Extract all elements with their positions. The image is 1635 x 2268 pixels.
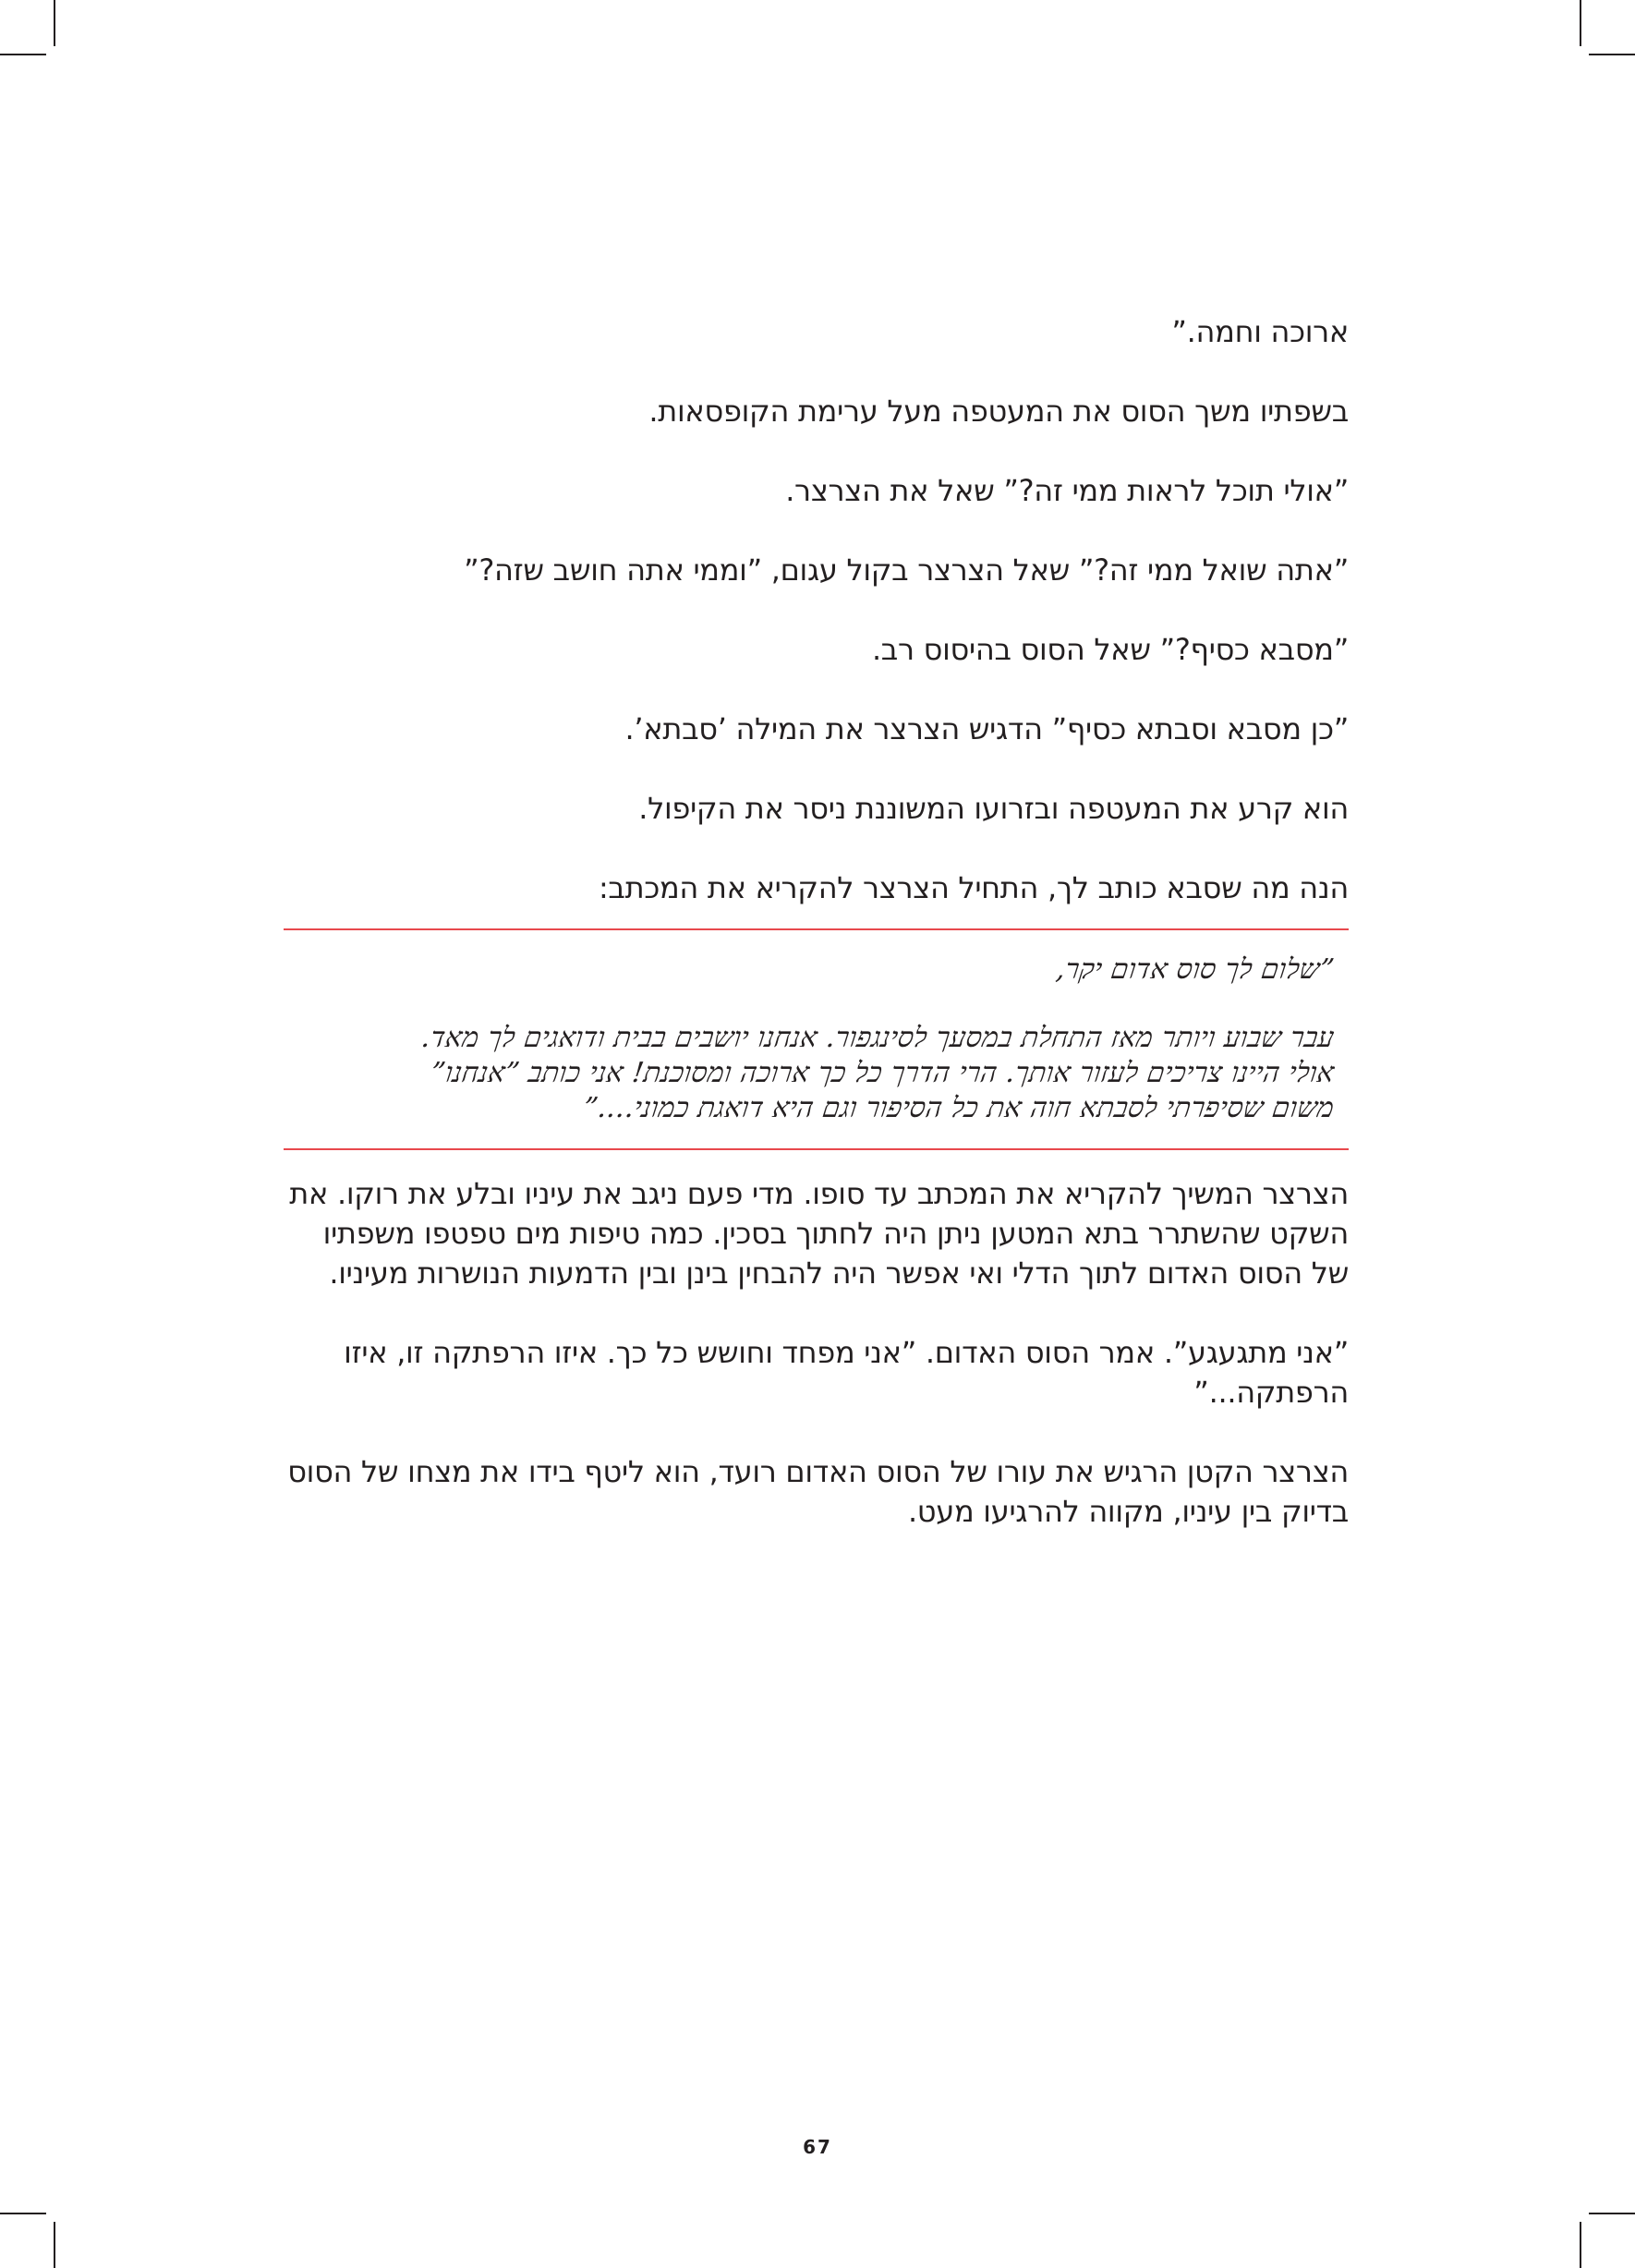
paragraph: הצרצר המשיך להקריא את המכתב עד סופו. מדי פעם ניגב את עיניו ובלע את רוקו. את השקט שהשתרר בתא המטען ניתן היה לחתוך בסכין. כמה טיפות מים טפטפו משפתיו של הסוס האדום לתוך הדלי ואי אפשר היה להבחין בינן ובין הדמעות הנושרות מעיניו. [289,1176,1349,1291]
crop-mark-top-left-vertical [54,0,55,46]
paragraph: ”מסבא כסיף?” שאל הסוס בהיסוס רב. [871,632,1349,667]
paragraph: בשפתיו משך הסוס את המעטפה מעל ערימת הקופסאות. [648,394,1349,429]
paragraph: הוא קרע את המעטפה ובזרועו המשוננת ניסר את הקיפול. [638,791,1349,826]
crop-mark-bottom-right-vertical [1580,2222,1581,2268]
crop-mark-bottom-left-vertical [54,2222,55,2268]
paragraph: ”כן מסבא וסבתא כסיף” הדגיש הצרצר את המילה ’סבתא’. [624,711,1349,746]
letter-line: עבר שבוע ויותר מאז התחלת במסעך לסינגפור. אנחנו יושבים בבית ודואגים לך מאד. [419,1022,1337,1054]
letter-quote [284,928,1349,1150]
letter-line: משום שסיפרתי לסבתא חוה את כל הסיפור וגם היא דואגת כמוני....” [581,1092,1337,1124]
paragraph: ”אני מתגעגע”. אמר הסוס האדום. ”אני מפחד וחושש כל כך. איזו הרפתקה זו, איזו הרפתקה...” [344,1335,1349,1410]
letter-greeting: ”שלום לך סוס אדום יקר, [1054,953,1337,986]
paragraph: ”אולי תוכל לראות ממי זה?” שאל את הצרצר. [785,473,1349,508]
crop-mark-top-right-vertical [1580,0,1581,46]
crop-mark-bottom-right-horizontal [1589,2213,1635,2214]
crop-mark-bottom-left-horizontal [0,2213,46,2214]
paragraph: הצרצר הקטן הרגיש את עורו של הסוס האדום רועד, הוא ליטף בידו את מצחו של הסוס בדיוק בין עיניו, מקווה להרגיעו מעט. [287,1454,1349,1529]
paragraph: ”אתה שואל ממי זה?” שאל הצרצר בקול עגום, ”וממי אתה חושב שזה?” [464,552,1349,588]
page-body [284,312,1349,1571]
crop-mark-top-left-horizontal [0,54,46,55]
letter-line: אולי היינו צריכים לעזור אותך. הרי הדרך כל כך ארוכה ומסוכנת! אני כותב ”אנחנו” [429,1057,1337,1089]
paragraph: הנה מה שסבא כותב לך, התחיל הצרצר להקריא את המכתב: [598,870,1349,905]
crop-mark-top-right-horizontal [1589,54,1635,55]
paragraph: ארוכה וחמה.” [1171,314,1349,349]
page-number: 67 [803,2136,832,2158]
